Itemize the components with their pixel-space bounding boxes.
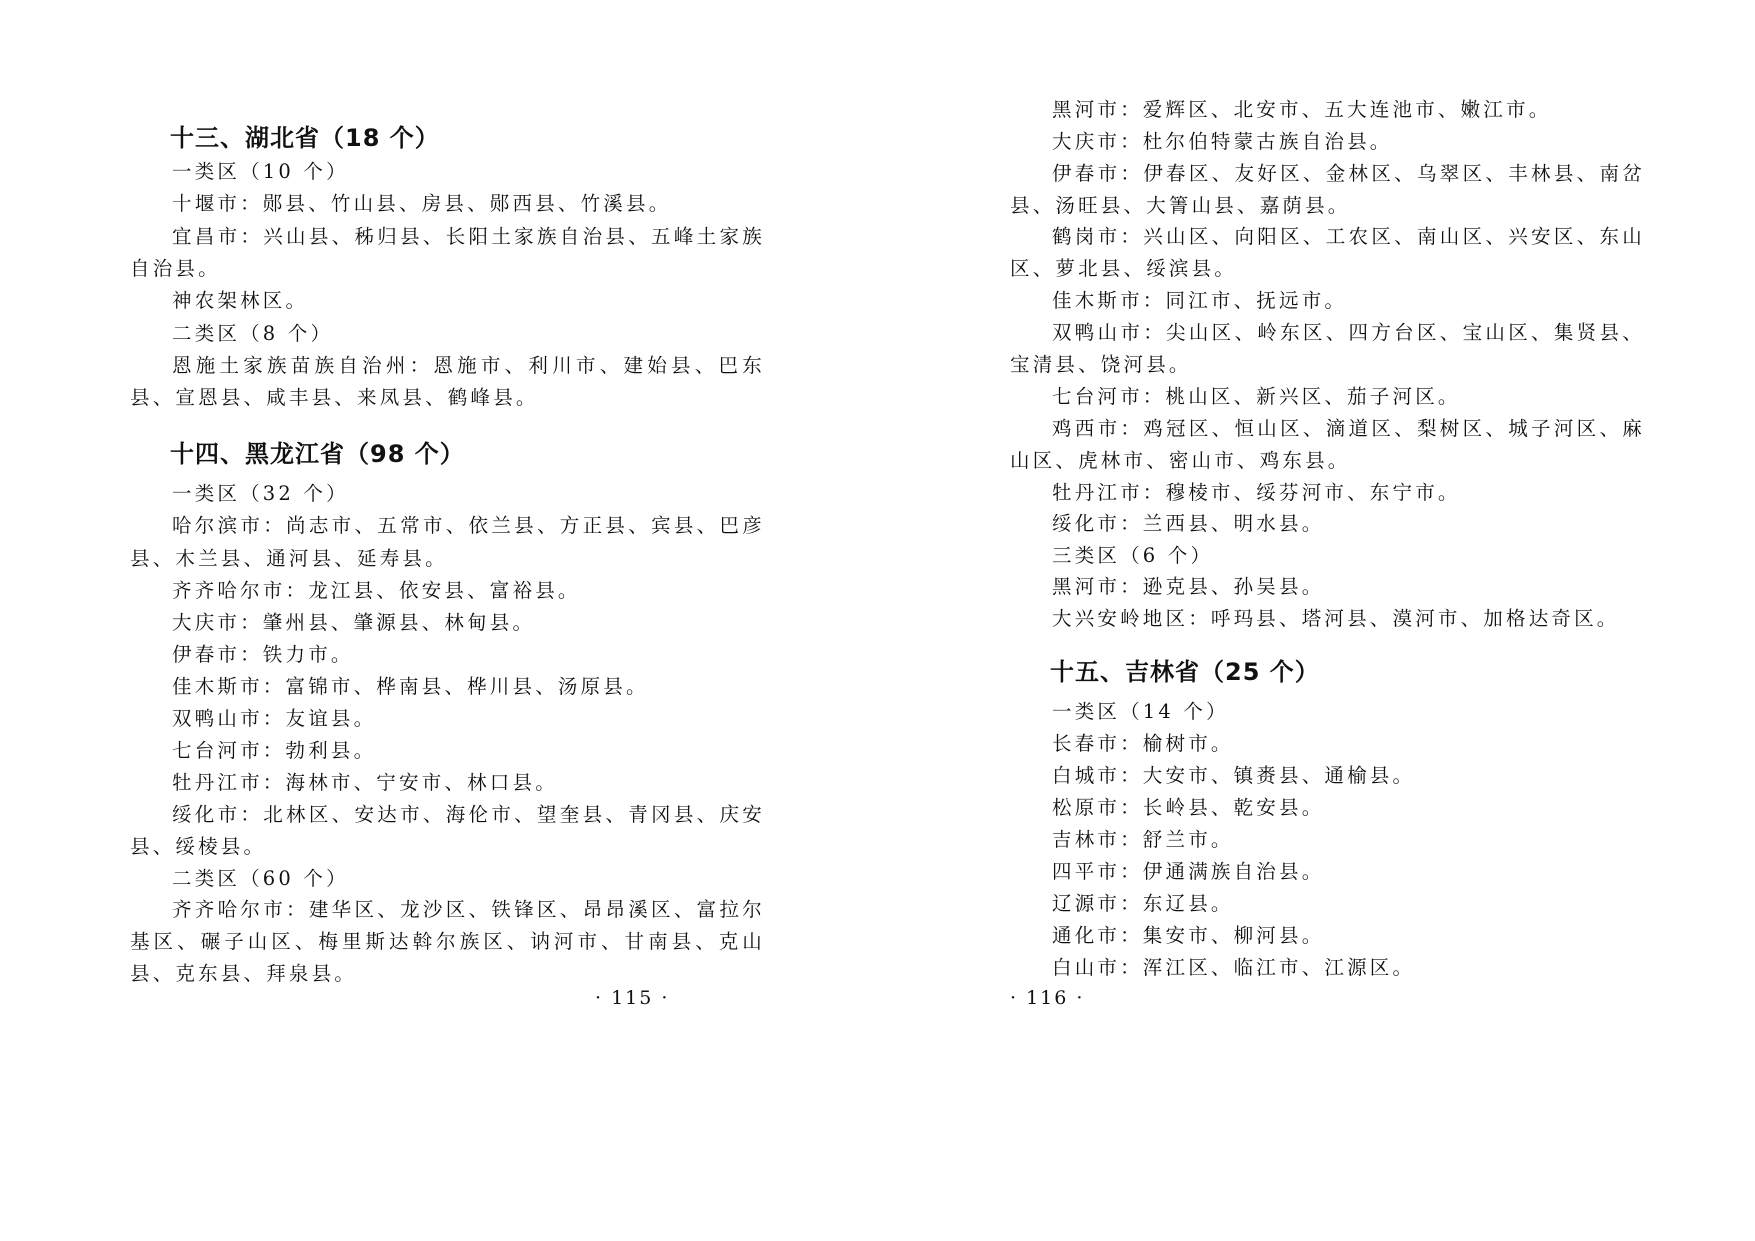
category-label: 二类区（60 个）: [172, 867, 349, 890]
text-line: 宜昌市：兴山县、秭归县、长阳土家族自治县、五峰土家族: [172, 225, 765, 248]
category-label: 一类区（32 个）: [172, 482, 349, 505]
text-line: 四平市：伊通满族自治县。: [1052, 860, 1325, 883]
text-line: 大庆市：肇州县、肇源县、林甸县。: [172, 611, 536, 634]
text-line: 大庆市：杜尔伯特蒙古族自治县。: [1052, 130, 1393, 153]
text-line: 宝清县、饶河县。: [1010, 353, 1192, 376]
text-line: 哈尔滨市：尚志市、五常市、依兰县、方正县、宾县、巴彦: [172, 514, 765, 537]
text-line: 伊春市：铁力市。: [172, 643, 354, 666]
text-line: 白山市：浑江区、临江市、江源区。: [1052, 956, 1416, 979]
text-line: 七台河市：勃利县。: [172, 739, 377, 762]
category-label: 二类区（8 个）: [172, 322, 334, 345]
text-line: 白城市：大安市、镇赉县、通榆县。: [1052, 764, 1416, 787]
text-line: 双鸭山市：友谊县。: [172, 707, 377, 730]
section-heading-jilin: 十五、吉林省（25 个）: [1050, 658, 1320, 686]
text-line: 十堰市：郧县、竹山县、房县、郧西县、竹溪县。: [172, 192, 672, 215]
text-line: 县、绥棱县。: [130, 835, 267, 858]
text-line: 自治县。: [130, 257, 221, 280]
text-line: 县、汤旺县、大箐山县、嘉荫县。: [1010, 194, 1351, 217]
text-line: 伊春市：伊春区、友好区、金林区、乌翠区、丰林县、南岔: [1052, 162, 1645, 185]
text-line: 县、克东县、拜泉县。: [130, 962, 358, 985]
text-line: 七台河市：桃山区、新兴区、茄子河区。: [1052, 385, 1461, 408]
text-line: 齐齐哈尔市：龙江县、依安县、富裕县。: [172, 579, 581, 602]
text-line: 鸡西市：鸡冠区、恒山区、滴道区、梨树区、城子河区、麻: [1052, 417, 1645, 440]
text-line: 恩施土家族苗族自治州：恩施市、利川市、建始县、巴东: [172, 354, 765, 377]
text-line: 齐齐哈尔市：建华区、龙沙区、铁锋区、昂昂溪区、富拉尔: [172, 898, 765, 921]
text-line: 通化市：集安市、柳河县。: [1052, 924, 1325, 947]
text-line: 鹤岗市：兴山区、向阳区、工农区、南山区、兴安区、东山: [1052, 225, 1645, 248]
text-line: 长春市：榆树市。: [1052, 732, 1234, 755]
text-line: 山区、虎林市、密山市、鸡东县。: [1010, 449, 1351, 472]
page-number: · 116 ·: [1010, 987, 1085, 1009]
text-line: 基区、碾子山区、梅里斯达斡尔族区、讷河市、甘南县、克山: [130, 930, 765, 953]
text-line: 牡丹江市：海林市、宁安市、林口县。: [172, 771, 558, 794]
section-heading-heilongjiang: 十四、黑龙江省（98 个）: [170, 440, 465, 468]
text-line: 黑河市：逊克县、孙吴县。: [1052, 575, 1325, 598]
text-line: 辽源市：东辽县。: [1052, 892, 1234, 915]
text-line: 佳木斯市：同江市、抚远市。: [1052, 289, 1348, 312]
text-line: 双鸭山市：尖山区、岭东区、四方台区、宝山区、集贤县、: [1052, 321, 1645, 344]
text-line: 黑河市：爱辉区、北安市、五大连池市、嫩江市。: [1052, 98, 1552, 121]
page-number: · 115 ·: [595, 987, 670, 1009]
text-line: 绥化市：北林区、安达市、海伦市、望奎县、青冈县、庆安: [172, 803, 765, 826]
category-label: 一类区（10 个）: [172, 160, 349, 183]
text-line: 绥化市：兰西县、明水县。: [1052, 512, 1325, 535]
category-label: 三类区（6 个）: [1052, 544, 1214, 567]
section-heading-hubei: 十三、湖北省（18 个）: [170, 124, 440, 152]
text-line: 县、宣恩县、咸丰县、来凤县、鹤峰县。: [130, 386, 539, 409]
category-label: 一类区（14 个）: [1052, 700, 1229, 723]
text-line: 松原市：长岭县、乾安县。: [1052, 796, 1325, 819]
text-line: 大兴安岭地区：呼玛县、塔河县、漠河市、加格达奇区。: [1052, 607, 1620, 630]
text-line: 牡丹江市：穆棱市、绥芬河市、东宁市。: [1052, 481, 1461, 504]
text-line: 吉林市：舒兰市。: [1052, 828, 1234, 851]
text-line: 佳木斯市：富锦市、桦南县、桦川县、汤原县。: [172, 675, 649, 698]
text-line: 区、萝北县、绥滨县。: [1010, 257, 1238, 280]
text-line: 县、木兰县、通河县、延寿县。: [130, 547, 448, 570]
text-line: 神农架林区。: [172, 289, 309, 312]
